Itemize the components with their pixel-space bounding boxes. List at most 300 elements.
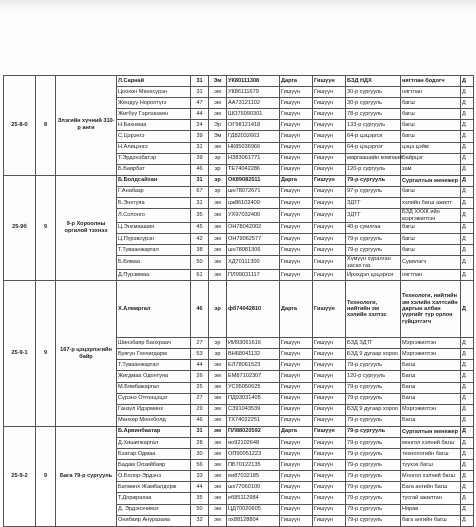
member-extra: Д [461,186,474,197]
member-register: ПЛ99031117 [227,270,280,281]
member-name: Бадам Олзийбаяр [117,460,191,471]
member-gender: эм [209,87,227,98]
member-age: 44 [191,109,209,120]
member-extra: Д [461,415,474,426]
member-workplace: 79-р сургууль [346,234,401,245]
member-status: Гишүүн [313,471,346,482]
member-extra: Д [461,270,474,281]
member-gender: эм [209,449,227,460]
member-status: Гишүүн [313,281,346,338]
member-register: СЗ91043539 [227,404,280,415]
member-status: Гишүүн [313,186,346,197]
member-register: шн78081306 [227,245,280,256]
member-workplace: 79-р сургууль [346,382,401,393]
group-location: Бага 79-р сургууль [56,426,117,526]
member-status: Гишүүн [313,256,346,270]
member-status: Гишүүн [313,515,346,526]
member-workplace: 79-р сургууль [346,460,401,471]
member-workplace: 30-р сургууль [346,87,401,98]
member-extra: Д [461,515,474,526]
member-name: Сүрэнэ Отгонцэцэг [117,393,191,404]
member-position: түүхэх багш [401,460,461,471]
member-register: еи87032185 [227,471,280,482]
member-role: Гишүүн [280,393,313,404]
member-role: Дарга [280,76,313,87]
member-gender: эм [209,471,227,482]
member-register: ЦД70020605 [227,504,280,515]
member-role: Гишүүн [280,270,313,281]
member-gender: эр [209,153,227,164]
member-age: 30 [191,449,209,460]
member-gender: эм [209,142,227,153]
member-register: ПД93031405 [227,393,280,404]
member-gender: эр [209,281,227,338]
member-age: 32 [191,515,209,526]
member-age: 39 [191,131,209,142]
member-name: М.Бямбажаргал [117,382,191,393]
member-extra: Д [461,404,474,415]
member-position: багш [401,186,461,197]
member-status: Гишүүн [313,131,346,142]
member-status: Гишүүн [313,120,346,131]
member-extra: Д [461,76,474,87]
member-position: хэлийн багш ажилт [401,198,461,209]
member-name: Жигбүү Гэрлэкзаян [117,109,191,120]
member-workplace: 120-р сургууль [346,164,401,175]
member-name: Онибаяр Ануразаяа [117,515,191,526]
member-role: Гишүүн [280,437,313,448]
member-age: 35 [191,209,209,223]
member-role: Гишүүн [280,142,313,153]
member-gender: эм [209,460,227,471]
member-gender: эм [209,360,227,371]
member-position: багш [401,120,461,131]
member-register: ЕМ87102307 [227,371,280,382]
member-role: Гишүүн [280,198,313,209]
member-register: фб74042810 [227,281,280,338]
group-location: 167-р цэцэрлэгийн байр [56,281,117,427]
member-age: 33 [191,471,209,482]
member-register: ТЕ74042286 [227,164,280,175]
member-position: Монгол хэлний багш [401,471,461,482]
member-position: Багш [401,360,461,371]
table-row [4,426,474,437]
member-name: Н.Бахнмаа [117,120,191,131]
member-extra: Д [461,87,474,98]
member-workplace: 64-р цэцэрлэг [346,131,401,142]
member-gender: Эм [209,76,227,87]
member-status: Гишүүн [313,493,346,504]
member-register: ОН79062577 [227,234,280,245]
member-register: ГД82032663 [227,131,280,142]
member-status: Гишүүн [313,142,346,153]
member-gender: эм [209,415,227,426]
member-status: Гишүүн [313,245,346,256]
member-workplace: Ирэхдэл цэцэрлэг [346,270,401,281]
member-register: НЗ83061771 [227,153,280,164]
member-age: 25 [191,382,209,393]
member-gender: Эр [209,120,227,131]
member-register: еб85112984 [227,493,280,504]
member-name: Н.Алицэнгэ [117,142,191,153]
member-name: Д.Хишигжаргал [117,437,191,448]
member-name: Б.Бямаа [117,256,191,270]
member-age: 50 [191,504,209,515]
member-workplace: 79-р сургууль [346,245,401,256]
member-workplace: 79-р сургууль [346,482,401,493]
member-name: Б.Баярбат [117,164,191,175]
member-age: 44 [191,482,209,493]
member-position: БЗД ХХХК ийн мэргэжилтэн [401,209,461,223]
table-row [4,76,474,87]
member-status: Гишүүн [313,404,346,415]
member-status: Гишүүн [313,349,346,360]
member-age: 46 [191,281,209,338]
member-extra: Д [461,371,474,382]
member-role: Гишүүн [280,87,313,98]
member-workplace: 79-р сургууль [346,437,401,448]
member-extra: Д [461,245,474,256]
member-gender: эм [209,234,227,245]
member-workplace: маргаашийн компани [346,153,401,164]
member-status: Гишүүн [313,153,346,164]
member-age: 67 [191,186,209,197]
member-role: Гишүүн [280,256,313,270]
member-role: Гишүүн [280,360,313,371]
member-status: Гишүүн [313,371,346,382]
member-position: Мэргэжилтэн [401,338,461,349]
member-role: Гишүүн [280,449,313,460]
member-register: ЕЛ78061523 [227,360,280,371]
member-extra: Д [461,393,474,404]
member-extra: Д [461,109,474,120]
member-age: 53 [191,349,209,360]
member-gender: эм [209,426,227,437]
member-status: Гишүүн [313,393,346,404]
member-workplace: 79-р сургууль [346,360,401,371]
table-body [4,76,474,527]
member-role: Гишүүн [280,245,313,256]
group-code: 25-9б [4,175,36,280]
member-position: багш [401,222,461,233]
member-register: ХД70111300 [227,256,280,270]
member-register: ИИ93061616 [227,338,280,349]
member-workplace: 79-р сургууль [346,393,401,404]
member-name: Мөнхөр Монхболд [117,415,191,426]
member-status: Гишүүн [313,109,346,120]
member-status: Гишүүн [313,98,346,109]
member-gender: эр [209,175,227,186]
member-extra: Д [461,120,474,131]
member-status: Гишүүн [313,209,346,223]
member-extra: Д [461,382,474,393]
member-role: Гишүүн [280,415,313,426]
member-extra: Д [461,426,474,437]
member-register: шн78072671 [227,186,280,197]
member-status: Гишүүн [313,87,346,98]
member-age: 31 [191,87,209,98]
member-role: Гишүүн [280,98,313,109]
member-name: Т.Доржрахаа [117,493,191,504]
member-position: цэцэ цэйм [401,142,461,153]
member-position: багш [401,234,461,245]
member-position: технологийн багш [401,449,461,460]
member-status: Гишүүн [313,437,346,448]
member-name: Т.Туваанжаргал [117,360,191,371]
member-age: 26 [191,371,209,382]
member-role: Дарга [280,175,313,186]
member-name: Д.Пүрэвмаа [117,270,191,281]
member-workplace: БЗД НДХ [346,76,401,87]
member-status: Гишүүн [313,222,346,233]
member-gender: эр [209,186,227,197]
member-status: Гишүүн [313,338,346,349]
member-name: Б.Арвинбаатар [117,426,191,437]
member-status: Гишүүн [313,234,346,245]
member-status: Гишүүн [313,360,346,371]
member-workplace: 133-р сургууль [346,120,401,131]
member-register: ОК89082511 [227,175,280,186]
member-name: Г.Анабазр [117,186,191,197]
member-gender: эм [209,98,227,109]
member-workplace: 30-р сургууль [346,98,401,109]
member-workplace: 78-р сургууль [346,109,401,120]
member-status: Гишүүн [313,426,346,437]
member-position: тусгай ажилтан [401,493,461,504]
member-role: Дарга [280,426,313,437]
member-workplace: 97-р сургууль [346,186,401,197]
member-age: 47 [191,98,209,109]
member-extra: Д [461,209,474,223]
member-position: Багш [401,393,461,404]
member-status: Гишүүн [313,270,346,281]
member-role: Гишүүн [280,222,313,233]
member-status: Гишүүн [313,504,346,515]
member-gender: эр [209,164,227,175]
member-age: 35 [191,493,209,504]
member-register: НК85036966 [227,142,280,153]
member-gender: эм [209,515,227,526]
member-register: УК86111679 [227,87,280,98]
member-position: Багш [401,371,461,382]
member-role: Гишүүн [280,164,313,175]
member-extra: Д [461,222,474,233]
member-role: Гишүүн [280,234,313,245]
member-position: Багш [401,415,461,426]
member-gender: эм [209,109,227,120]
member-status: Гишүүн [313,382,346,393]
member-status: Гишүүн [313,76,346,87]
member-gender: эм [209,256,227,270]
member-name: Ц.Пүрэвсүрэн [117,234,191,245]
member-name: Б.Болдсайхан [117,175,191,186]
member-workplace: 79-р сургууль [346,493,401,504]
group-count: 9 [36,175,56,280]
member-age: 31 [191,76,209,87]
member-position: Мэргэжилтэн [401,404,461,415]
member-register: ОГ98121418 [227,120,280,131]
member-position: багш [401,98,461,109]
member-extra: Д [461,175,474,186]
member-register: ох88128804 [227,515,280,526]
member-gender: эм [209,482,227,493]
member-status: Гишүүн [313,164,346,175]
member-extra: Д [461,281,474,338]
group-location: 9-р Хороолны оргилой тэхнээ [56,175,117,280]
member-age: 39 [191,153,209,164]
member-position: нягтлан [401,270,461,281]
member-workplace: 79-р сургууль [346,515,401,526]
member-gender: эм [209,504,227,515]
member-age: 38 [191,245,209,256]
member-position: Мэргэжилтэн [401,349,461,360]
member-status: Гишүүн [313,175,346,186]
member-gender: эр [209,338,227,349]
member-register: ОН78042002 [227,222,280,233]
member-position: бага ангийн багш [401,515,461,526]
member-gender: Эм [209,131,227,142]
member-extra: Д [461,256,474,270]
member-extra: Д [461,349,474,360]
member-workplace: Технологи, нийтийн эм хэлийн хэлтэс [346,281,401,338]
member-age: 31 [191,198,209,209]
member-position: Технологи, нийтийн эм хэлийн хэлтсийн даргын албан үүргийг түр орлон гүйцэтгэгч [401,281,461,338]
member-position: Багш [401,382,461,393]
member-position: нягтлан бодогч [401,76,461,87]
scan-edge [0,0,476,12]
member-workplace: 40-р сумлгаа [346,222,401,233]
member-extra: Д [461,360,474,371]
member-gender: эм [209,245,227,256]
member-age: 28 [191,437,209,448]
member-workplace: 79-р сургууль [346,504,401,515]
member-gender: эр [209,349,227,360]
member-name: Х.Алмаргал [117,281,191,338]
member-extra: Д [461,471,474,482]
member-position: монгол хэлний багш [401,437,461,448]
member-gender: эм [209,382,227,393]
group-location: Элэгийн хүчний 310-р анги [56,76,117,176]
member-workplace: Хүмүүн хуралган засах газ [346,256,401,270]
member-gender: эм [209,493,227,504]
member-status: Гишүүн [313,415,346,426]
member-workplace: 79-р сургууль [346,449,401,460]
member-name: Б.Энхтуяа [117,198,191,209]
member-age: 46 [191,164,209,175]
member-name: Жигдмаа Одонтуяа [117,371,191,382]
member-name: Буягун Гончигдарм [117,349,191,360]
member-role: Гишүүн [280,482,313,493]
member-name: Ганзул Идэрмөнх [117,404,191,415]
member-status: Гишүүн [313,198,346,209]
member-name: Цоохон Мөнхсүрэн [117,87,191,98]
member-name: Бэатар Одмаа [117,449,191,460]
member-register: ТХ74022251 [227,415,280,426]
member-role: Гишүүн [280,131,313,142]
group-count: 9 [36,281,56,427]
member-role: Дарга [280,281,313,338]
member-role: Гишүүн [280,493,313,504]
member-register: ПЛ88020592 [227,426,280,437]
member-name: Шинэбаяр Банхраач [117,338,191,349]
member-position: багш [401,109,461,120]
group-code: 25-9-1 [4,281,36,427]
member-role: Гишүүн [280,515,313,526]
member-workplace: 79-р сургууль [346,471,401,482]
member-workplace: 79-р сургууль [346,415,401,426]
member-extra: Д [461,164,474,175]
member-workplace: БЗД 9 дугаар хороо [346,349,401,360]
member-extra: Д [461,338,474,349]
member-status: Гишүүн [313,482,346,493]
member-name: О.Болор-Эрдэнэ [117,471,191,482]
member-name: Т.Туваанжаргал [117,245,191,256]
group-count: 9 [36,426,56,526]
member-name: Батмөнх Жамбалдорж [117,482,191,493]
member-position: багш [401,131,461,142]
member-age: 27 [191,393,209,404]
member-extra: Д [461,460,474,471]
member-age: 31 [191,142,209,153]
member-extra: Д [461,482,474,493]
member-extra: Д [461,234,474,245]
member-name: Жендүү Норолтүгэ [117,98,191,109]
member-register: АА73121102 [227,98,280,109]
group-code: 25-8-б [4,76,36,176]
member-gender: эм [209,209,227,223]
member-gender: эм [209,437,227,448]
table-row [4,175,474,186]
member-status: Гишүүн [313,449,346,460]
member-extra: Д [461,504,474,515]
member-extra: Д [461,198,474,209]
member-extra: Д [461,153,474,164]
member-position: Байрцэг [401,153,461,164]
member-extra: Д [461,449,474,460]
member-role: Гишүүн [280,471,313,482]
member-age: 45 [191,222,209,233]
member-status: Гишүүн [313,460,346,471]
member-extra: Д [461,131,474,142]
member-name: Л.Сарнай [117,76,191,87]
member-role: Гишүүн [280,109,313,120]
member-extra: Д [461,437,474,448]
member-workplace: 64-р цэцэрлэг [346,142,401,153]
member-register: шх77060100 [227,482,280,493]
member-workplace: 79-р сургууль [346,426,401,437]
member-position: Бага ангийн багш [401,482,461,493]
member-register: цж86102409 [227,198,280,209]
member-name: С.Цэрэнгэ [117,131,191,142]
member-role: Гишүүн [280,120,313,131]
member-gender: эм [209,198,227,209]
member-register: ВН68041132 [227,349,280,360]
member-age: 24 [191,120,209,131]
member-extra: Д [461,493,474,504]
group-code: 25-9-2 [4,426,36,526]
member-role: Гишүүн [280,186,313,197]
member-workplace: ЗДТГ [346,209,401,223]
member-age: 44 [191,360,209,371]
member-workplace: ЗДТГ [346,198,401,209]
member-name: Д. Эрдэнэчимэг [117,504,191,515]
member-gender: эм [209,222,227,233]
member-register: УК80111308 [227,76,280,87]
member-name: Ц.Энхмаашин [117,222,191,233]
member-gender: эм [209,393,227,404]
member-role: Гишүүн [280,153,313,164]
member-position: Сургалтын менежер [401,175,461,186]
